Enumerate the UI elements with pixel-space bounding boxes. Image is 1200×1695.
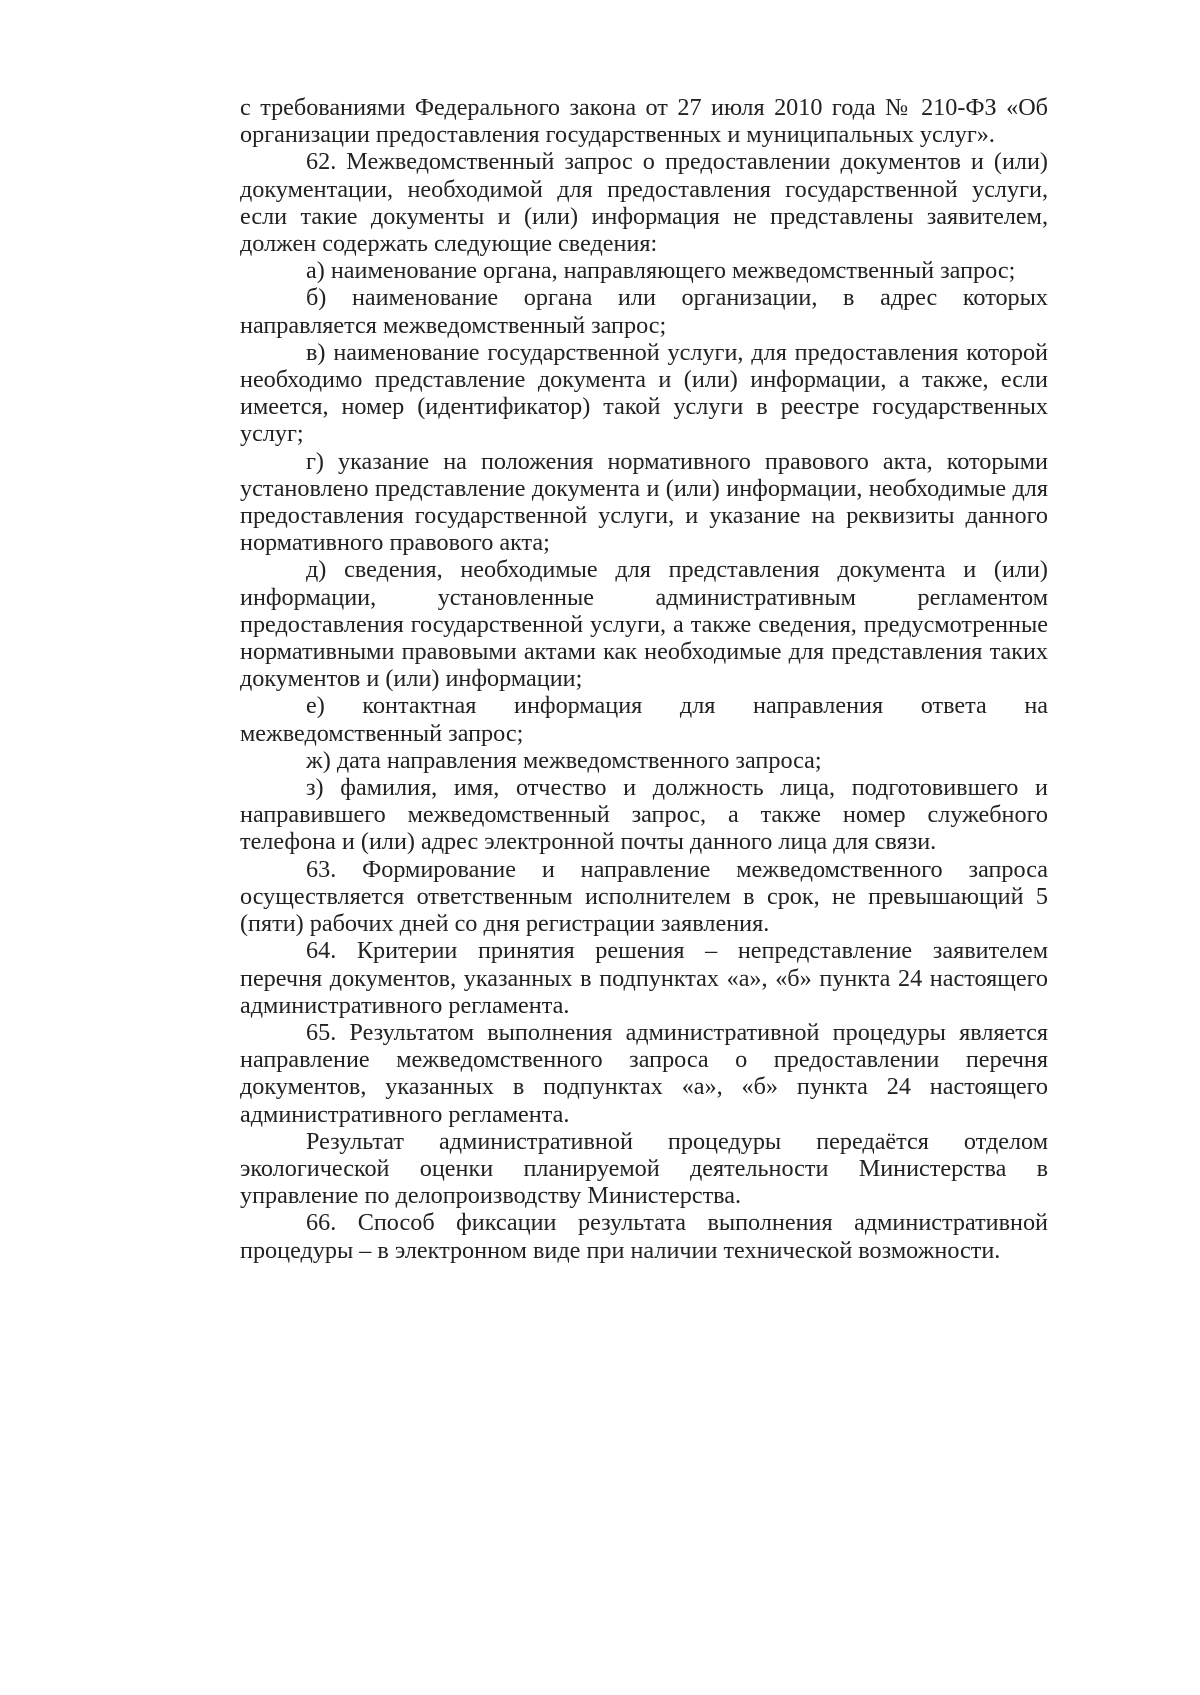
document-page: [240, 94, 1048, 1264]
paragraph-item-62-zh: ж) дата направления межведомственного запроса;: [306, 746, 822, 774]
paragraph-item-64: 64. Критерии принятия решения – непредставление заявителем перечня документов, указанных в подпунктах «а», «б» пункта 24 настоящего административного регламента.: [240, 937, 1048, 1019]
paragraph-item-66: 66. Способ фиксации результата выполнения административной процедуры – в электронном виде при наличии технической возможности.: [240, 1209, 1048, 1264]
paragraph-item-63: 63. Формирование и направление межведомственного запроса осуществляется ответственным исполнителем в срок, не превышающий 5 (пяти) рабочих дней со дня регистрации заявления.: [240, 855, 1048, 938]
paragraph-item-65: 65. Результатом выполнения административной процедуры является направление межведомственного запроса о предоставлении перечня документов, указанных в подпунктах «а», «б» пункта 24 настоящего административного регламента.: [240, 1018, 1048, 1128]
paragraph-item-62-e: е) контактная информация для направления ответа на межведомственный запрос;: [240, 692, 1048, 747]
paragraph-intro-continuation: с требованиями Федерального закона от 27 июля 2010 года № 210-ФЗ «Об организации предоставления государственных и муниципальных услуг».: [240, 94, 1048, 149]
paragraph-item-62-v: в) наименование государственной услуги, для предоставления которой необходимо представление документа и (или) информации, а также, если имеется, номер (идентификатор) такой услуги в реестре государственных услуг;: [240, 338, 1048, 448]
paragraph-item-62-z: з) фамилия, имя, отчество и должность лица, подготовившего и направившего межведомственный запрос, а также номер служебного телефона и (или) адрес электронной почты данного лица для связи.: [240, 774, 1048, 856]
paragraph-item-65-result: Результат административной процедуры передаётся отделом экологической оценки планируемой деятельности Министерства в управление по делопроизводству Министерства.: [240, 1127, 1048, 1210]
paragraph-item-62: 62. Межведомственный запрос о предоставлении документов и (или) документации, необходимой для предоставления государственной услуги, если такие документы и (или) информация не представлены заявителем, должен содержать следующие сведения:: [240, 148, 1048, 258]
paragraph-item-62-d: д) сведения, необходимые для представления документа и (или) информации, установленные административным регламентом предоставления государственной услуги, а также сведения, предусмотренные нормативными правовыми актами как необходимые для представления таких документов и (или) информации;: [240, 556, 1048, 693]
paragraph-item-62-g: г) указание на положения нормативного правового акта, которыми установлено представление документа и (или) информации, необходимые для предоставления государственной услуги, и указание на реквизиты данного нормативного правового акта;: [240, 447, 1048, 557]
paragraph-item-62-a: а) наименование органа, направляющего межведомственный запрос;: [306, 257, 1016, 285]
paragraph-item-62-b: б) наименование органа или организации, в адрес которых направляется межведомственный запрос;: [240, 284, 1048, 339]
